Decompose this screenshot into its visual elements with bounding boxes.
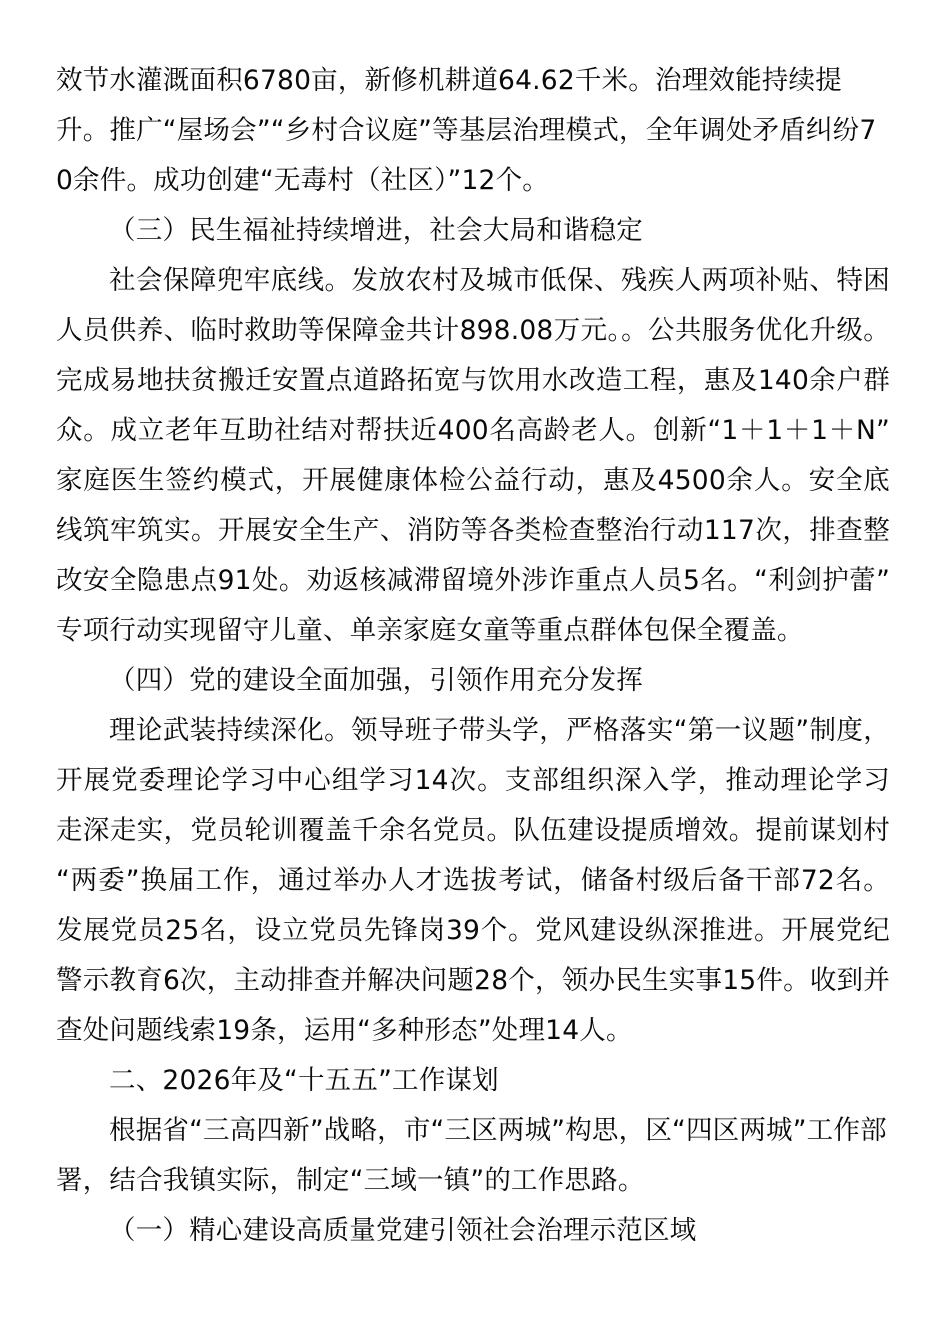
heading-chapter-two: 二、2026年及“十五五”工作谋划 [109,1065,499,1096]
paragraph-livelihood-welfare: 社会保障兜牢底线。发放农村及城市低保、残疾人两项补贴、特困人员供养、临时救助等保障金共计898.08万元。。公共服务优化升级。完成易地扶贫搬迁安置点道路拓宽与饮用水改造工程，惠及140余户群众。成立老年互助社结对帮扶近400名高龄老人。创新“1＋1＋1＋N”家庭医生签约模式，开展健康体检公益行动，惠及4500余人。安全底线筑牢筑实。开展安全生产、消防等各类检查整治行动117次，排查整改安全隐患点91处。劝返核减滞留境外涉诈重点人员5名。“利剑护蕾”专项行动实现留守儿童、单亲家庭女童等重点群体包保全覆盖。 [56,265,890,646]
heading-section-four: （四）党的建设全面加强，引领作用充分发挥 [109,665,643,696]
paragraph-strategy-framework: 根据省“三高四新”战略，市“三区两城”构思，区“四区两城”工作部署，结合我镇实际，制定“三域一镇”的工作思路。 [56,1115,887,1196]
paragraph-party-building: 理论武装持续深化。领导班子带头学，严格落实“第一议题”制度，开展党委理论学习中心组学习14次。支部组织深入学，推动理论学习走深走实，党员轮训覆盖千余名党员。队伍建设提质增效。提前谋划村“两委”换届工作，通过举办人才选拔考试，储备村级后备干部72名。发展党员25名，设立党员先锋岗39个。党风建设纵深推进。开展党纪警示教育6次，主动排查并解决问题28个，领办民生实事15件。收到并查处问题线索19条，运用“多种形态”处理14人。 [56,715,890,1046]
heading-subsection-one: （一）精心建设高质量党建引领社会治理示范区域 [109,1215,697,1246]
heading-section-three: （三）民生福祉持续增进，社会大局和谐稳定 [109,215,643,246]
paragraph-continued-governance: 效节水灌溉面积6780亩，新修机耕道64.62千米。治理效能持续提升。推广“屋场会”“乡村合议庭”等基层治理模式，全年调处矛盾纠纷70余件。成功创建“无毒村（社区）”12个。 [56,65,877,196]
document-body [56,56,890,1256]
